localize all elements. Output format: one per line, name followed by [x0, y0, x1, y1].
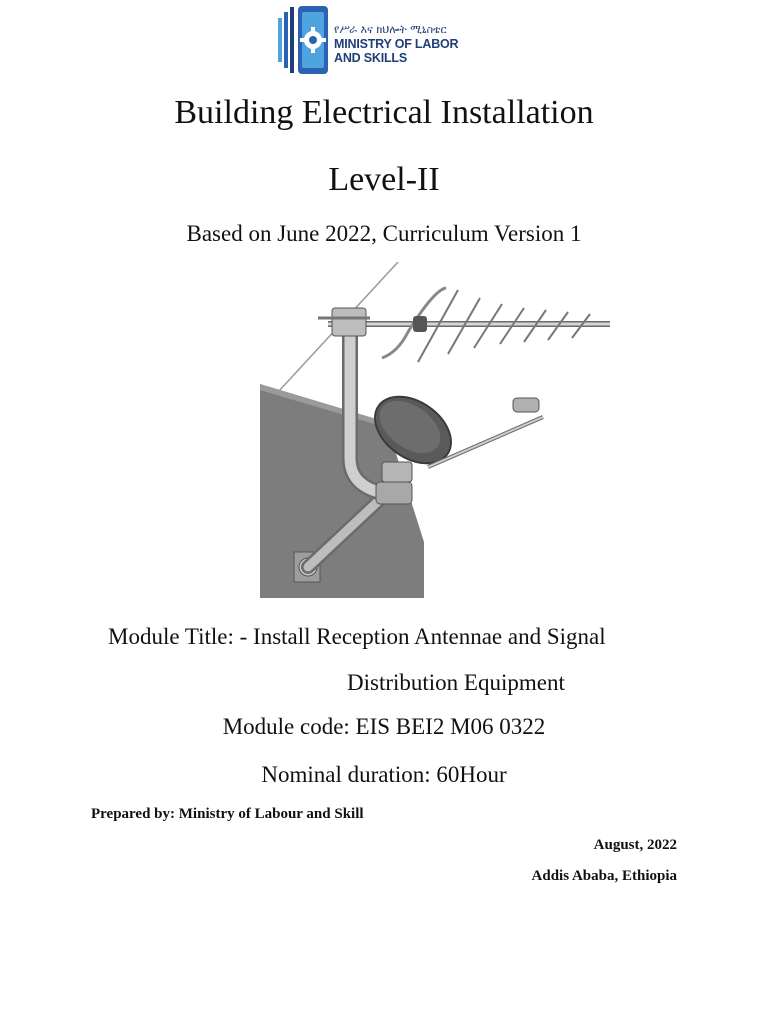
ministry-emblem-icon	[276, 4, 332, 76]
document-title: Building Electrical Installation	[174, 94, 594, 131]
publication-date: August, 2022	[593, 837, 677, 853]
logo-line-2: AND SKILLS	[334, 51, 408, 65]
document-level: Level-II	[328, 161, 440, 198]
prepared-by: Prepared by: Ministry of Labour and Skill	[91, 806, 364, 822]
ministry-logo	[276, 4, 486, 76]
module-title-line-2: Distribution Equipment	[347, 670, 565, 695]
logo-line-1: MINISTRY OF LABOR	[334, 37, 459, 51]
publication-place: Addis Ababa, Ethiopia	[531, 868, 677, 884]
module-code: Module code: EIS BEI2 M06 0322	[222, 714, 546, 739]
logo-amharic-text: የሥራ እና ክህሎት ሚኒስቴር	[334, 23, 447, 36]
curriculum-basis: Based on June 2022, Curriculum Version 1	[186, 221, 582, 246]
module-title-line-1: Module Title: - Install Reception Antennae and Signal	[108, 624, 606, 649]
antenna-installation-illustration-icon	[258, 262, 618, 600]
nominal-duration: Nominal duration: 60Hour	[261, 762, 507, 787]
